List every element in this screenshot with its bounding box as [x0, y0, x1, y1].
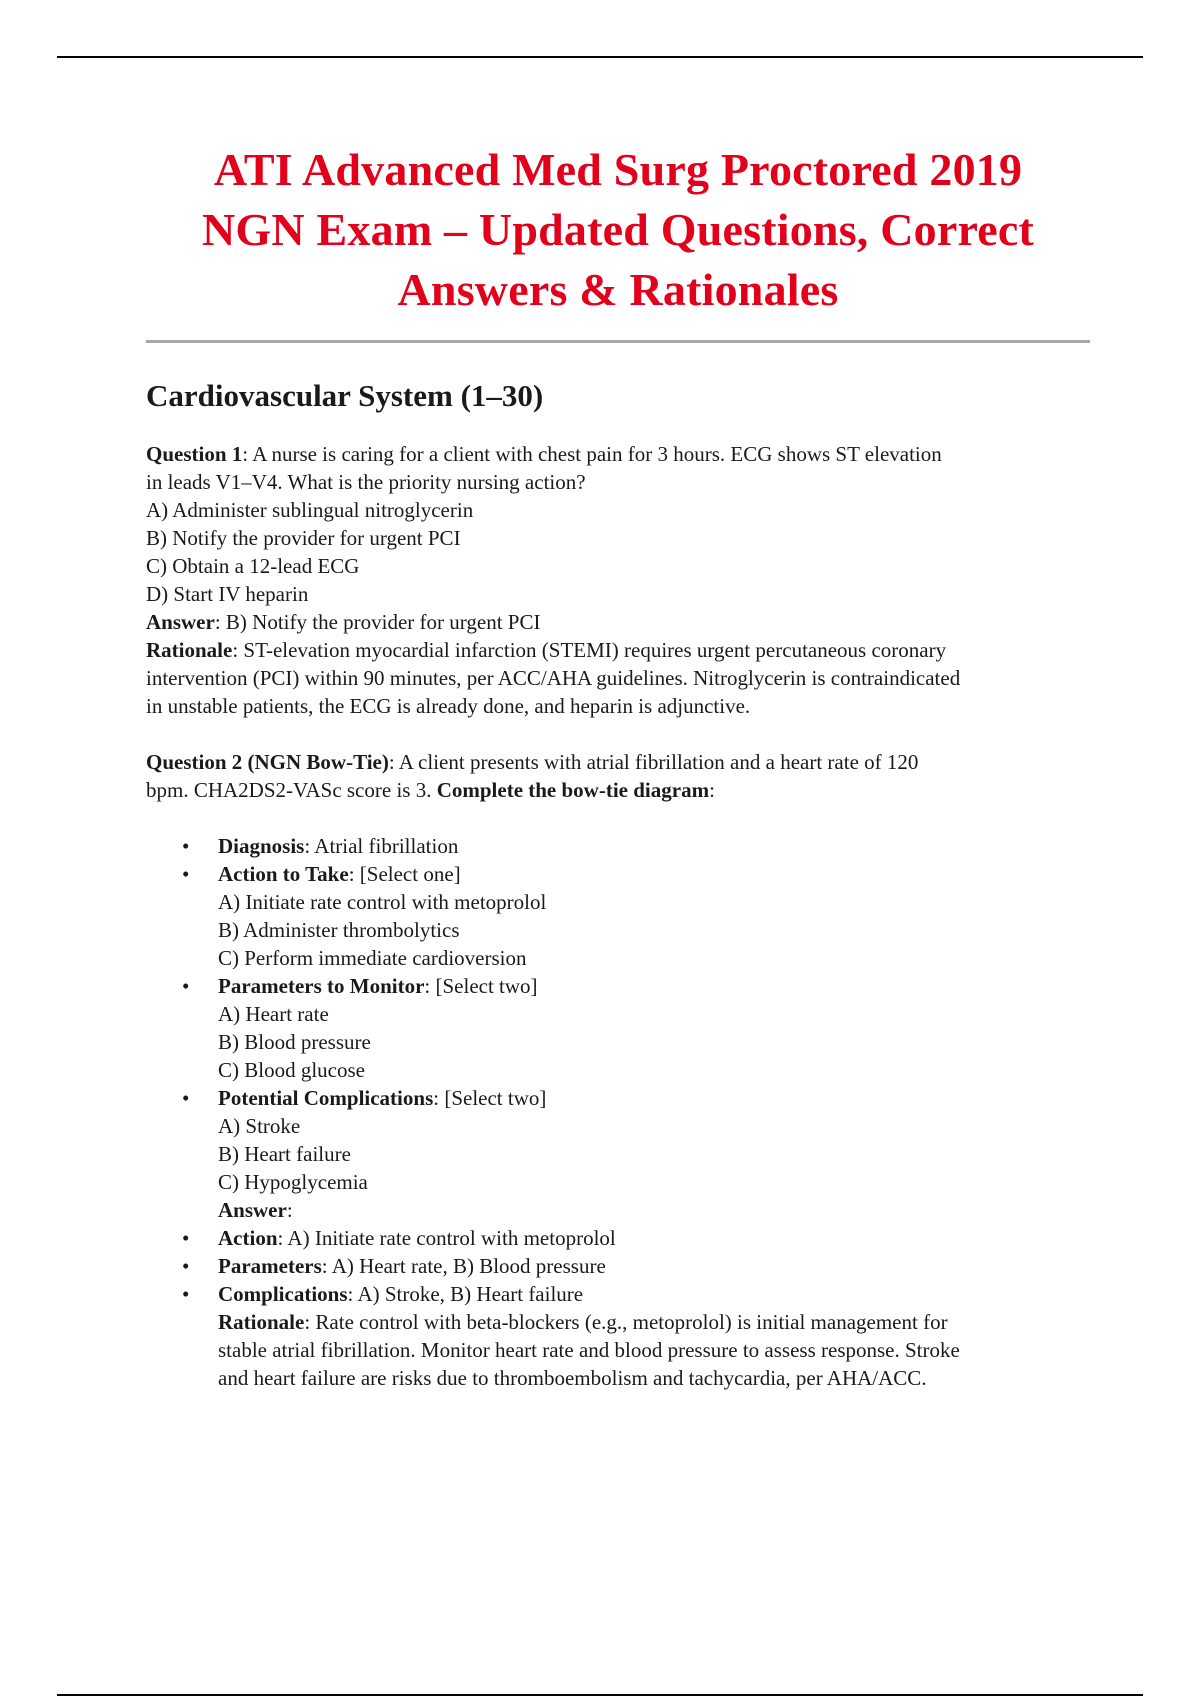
diagnosis-text: : Atrial fibrillation	[304, 834, 459, 858]
complications-text: : [Select two]	[433, 1086, 547, 1110]
answer-parameters-label: Parameters	[218, 1254, 322, 1278]
question-2-rationale-label: Rationale	[218, 1310, 305, 1334]
title-line-2: NGN Exam – Updated Questions, Correct	[202, 204, 1034, 255]
question-1-label: Question 1	[146, 442, 243, 466]
question-1-stem-text: : A nurse is caring for a client with chest pain for 3 hours. ECG shows ST elevation	[242, 442, 942, 466]
parameters-option-a: A) Heart rate	[218, 1002, 329, 1026]
question-2-answer-colon: :	[286, 1198, 293, 1222]
bullet: •	[182, 862, 190, 886]
answer-action	[182, 1224, 1090, 1252]
question-2-answer-heading	[218, 1196, 1090, 1224]
action-label: Action to Take	[218, 862, 349, 886]
complications-label: Potential Complications	[218, 1086, 434, 1110]
bullet: •	[182, 1226, 190, 1250]
question-1-stem-line-1	[146, 440, 1090, 468]
bottom-rule	[57, 1694, 1143, 1696]
document-title	[146, 140, 1090, 320]
section-heading: Cardiovascular System (1–30)	[146, 378, 544, 413]
question-1-rationale-line-2: intervention (PCI) within 90 minutes, per ACC/AHA guidelines. Nitroglycerin is contraindicated	[146, 666, 961, 690]
question-2-rationale-line-2: stable atrial fibrillation. Monitor heart rate and blood pressure to assess response. Stroke	[218, 1338, 960, 1362]
bow-tie-diagnosis	[182, 832, 1090, 860]
bullet: •	[182, 1254, 190, 1278]
answer-action-label: Action	[218, 1226, 278, 1250]
question-2-rationale-line-3: and heart failure are risks due to thromboembolism and tachycardia, per AHA/ACC.	[218, 1366, 927, 1390]
bullet: •	[182, 834, 190, 858]
question-1-option-d: D) Start IV heparin	[146, 582, 309, 606]
bow-tie-list	[146, 832, 1090, 1392]
question-1-option-c: C) Obtain a 12-lead ECG	[146, 554, 360, 578]
question-2	[146, 748, 1090, 804]
question-1-answer-label: Answer	[146, 610, 215, 634]
question-1-option-a: A) Administer sublingual nitroglycerin	[146, 498, 474, 522]
question-1-rationale-line-1	[146, 636, 1090, 664]
title-divider	[146, 340, 1090, 343]
question-1-stem-line-2: in leads V1–V4. What is the priority nursing action?	[146, 470, 586, 494]
diagnosis-label: Diagnosis	[218, 834, 305, 858]
complications-option-c: C) Hypoglycemia	[218, 1170, 368, 1194]
parameters-label: Parameters to Monitor	[218, 974, 425, 998]
question-2-stem-line-2	[146, 776, 1090, 804]
answer-complications-text: : A) Stroke, B) Heart failure	[347, 1282, 584, 1306]
action-text: : [Select one]	[348, 862, 461, 886]
question-1-answer-text: : B) Notify the provider for urgent PCI	[214, 610, 541, 634]
complications-option-a: A) Stroke	[218, 1114, 301, 1138]
title-line-1: ATI Advanced Med Surg Proctored 2019	[213, 144, 1023, 195]
bow-tie-action	[182, 860, 1090, 972]
action-option-c: C) Perform immediate cardioversion	[218, 946, 527, 970]
question-1-rationale-text: : ST-elevation myocardial infarction (STEMI) requires urgent percutaneous coronary	[232, 638, 947, 662]
question-2-answer-label: Answer	[218, 1198, 287, 1222]
document-content	[146, 140, 1090, 1392]
question-2-rationale-line-1	[218, 1308, 1090, 1336]
question-2-stem-line-1	[146, 748, 1090, 776]
question-2-stem-text: : A client presents with atrial fibrillation and a heart rate of 120	[388, 750, 919, 774]
complications-option-b: B) Heart failure	[218, 1142, 351, 1166]
top-rule	[57, 56, 1143, 58]
question-2-instruction: Complete the bow-tie diagram	[436, 778, 710, 802]
question-1-option-b: B) Notify the provider for urgent PCI	[146, 526, 461, 550]
answer-complications	[182, 1280, 1090, 1392]
answer-action-text: : A) Initiate rate control with metoprolol	[277, 1226, 616, 1250]
bullet: •	[182, 974, 190, 998]
title-line-3: Answers & Rationales	[397, 264, 839, 315]
answer-parameters-text: : A) Heart rate, B) Blood pressure	[321, 1254, 606, 1278]
answer-complications-label: Complications	[218, 1282, 348, 1306]
question-1-rationale-line-3: in unstable patients, the ECG is already done, and heparin is adjunctive.	[146, 694, 751, 718]
parameters-option-c: C) Blood glucose	[218, 1058, 365, 1082]
question-1-answer	[146, 608, 1090, 636]
bullet: •	[182, 1282, 190, 1306]
question-1-rationale-label: Rationale	[146, 638, 233, 662]
question-2-stem-prefix: bpm. CHA2DS2-VASc score is 3.	[146, 778, 437, 802]
bullet: •	[182, 1086, 190, 1110]
question-2-instruction-colon: :	[709, 778, 715, 802]
bow-tie-parameters	[182, 972, 1090, 1084]
action-option-a: A) Initiate rate control with metoprolol	[218, 890, 547, 914]
parameters-text: : [Select two]	[424, 974, 538, 998]
question-2-rationale-text: : Rate control with beta-blockers (e.g., metoprolol) is initial management for	[304, 1310, 948, 1334]
action-option-b: B) Administer thrombolytics	[218, 918, 460, 942]
parameters-option-b: B) Blood pressure	[218, 1030, 371, 1054]
answer-parameters	[182, 1252, 1090, 1280]
question-1	[146, 440, 1090, 720]
bow-tie-complications	[182, 1084, 1090, 1224]
question-2-label: Question 2 (NGN Bow-Tie)	[146, 750, 389, 774]
